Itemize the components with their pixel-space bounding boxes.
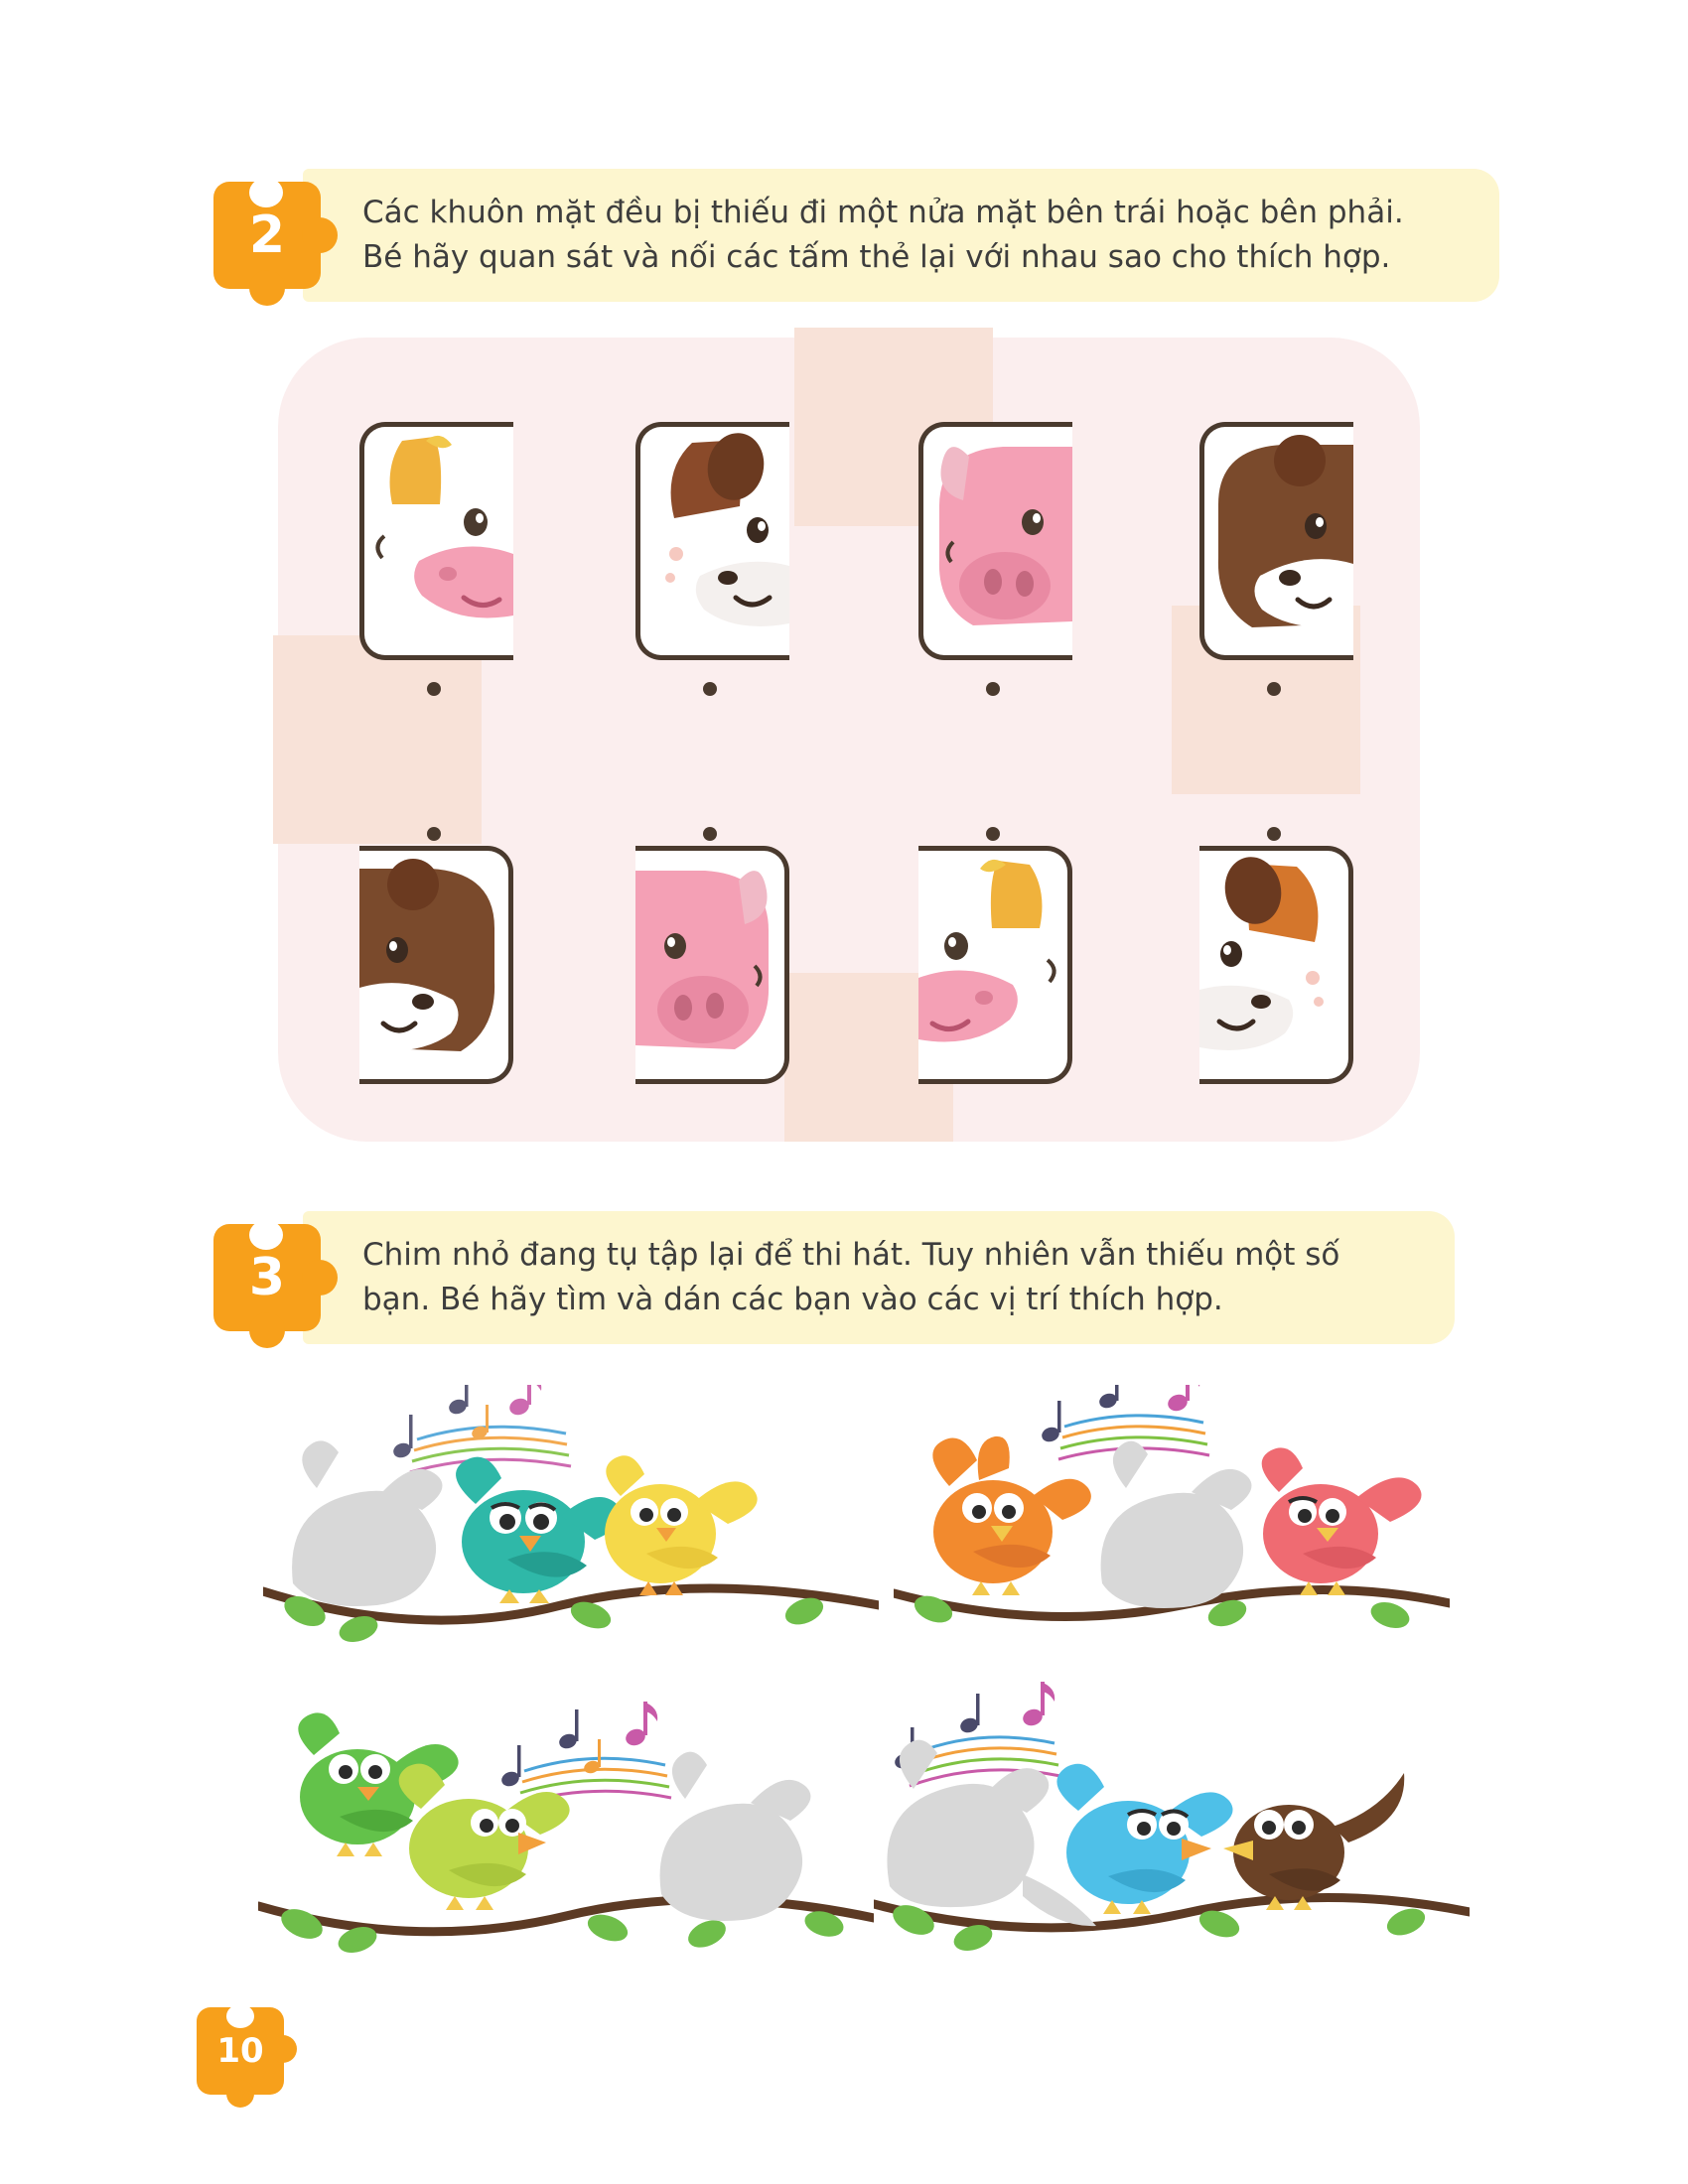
dog-face-half: [640, 427, 789, 655]
cow-face-half-left: [918, 851, 1067, 1079]
connector-dot-top-4[interactable]: [1267, 682, 1281, 696]
match-card-bottom-2[interactable]: [635, 846, 789, 1084]
cow-face-half: [364, 427, 513, 655]
match-card-top-2[interactable]: [635, 422, 789, 660]
exercise-3-line-2: bạn. Bé hãy tìm và dán các bạn vào các vị trí thích hợp.: [362, 1281, 1223, 1317]
connector-dot-bottom-4[interactable]: [1267, 827, 1281, 841]
match-card-bottom-1[interactable]: [359, 846, 513, 1084]
bird-scene-bottom-right: [874, 1648, 1470, 1956]
dog-face-half-left: [1199, 851, 1348, 1079]
exercise-2-line-2: Bé hãy quan sát và nối các tấm thẻ lại với nhau sao cho thích hợp.: [362, 238, 1391, 275]
bear-face-half: [1204, 427, 1353, 655]
exercise-2-text-panel: [303, 169, 1499, 302]
page-number: 10: [216, 2031, 264, 2071]
connector-dot-top-1[interactable]: [427, 682, 441, 696]
match-card-top-1[interactable]: [359, 422, 513, 660]
music-staff: [499, 1702, 671, 1804]
exercise-3-text-panel: [303, 1211, 1455, 1344]
exercise-2-banner: [213, 169, 1499, 302]
match-card-bottom-3[interactable]: [918, 846, 1072, 1084]
match-card-top-4[interactable]: [1199, 422, 1353, 660]
connector-dot-bottom-2[interactable]: [703, 827, 717, 841]
connector-dot-top-3[interactable]: [986, 682, 1000, 696]
star-decoration-2: [273, 635, 482, 844]
exercise-3-badge: [213, 1224, 321, 1331]
bird-scene-bottom-left: [258, 1668, 874, 1956]
connector-dot-bottom-3[interactable]: [986, 827, 1000, 841]
brown-bird: [1233, 1773, 1404, 1900]
exercise-2-line-1: Các khuôn mặt đều bị thiếu đi một nửa mặt bên trái hoặc bên phải.: [362, 195, 1404, 230]
connector-dot-top-2[interactable]: [703, 682, 717, 696]
bear-face-half-left: [359, 851, 508, 1079]
match-card-bottom-4[interactable]: [1199, 846, 1353, 1084]
exercise-3-line-1: Chim nhỏ đang tụ tập lại để thi hát. Tuy nhiên vẫn thiếu một số: [362, 1237, 1340, 1273]
exercise-2-number: 2: [248, 205, 286, 265]
pig-face-half: [923, 427, 1072, 655]
bird-scene-top-left: [263, 1385, 879, 1653]
connector-dot-bottom-1[interactable]: [427, 827, 441, 841]
bird-scene-top-right: [894, 1385, 1450, 1653]
exercise-2-badge: [213, 182, 321, 289]
leaves: [889, 1899, 1429, 1955]
pig-face-half-left: [635, 851, 784, 1079]
bird-silhouette-slot: [292, 1440, 442, 1606]
page-number-badge: [197, 2007, 284, 2095]
bird-silhouette-slot: [887, 1740, 1096, 1926]
exercise-3-banner: [213, 1211, 1455, 1344]
exercise-3-number: 3: [248, 1247, 286, 1307]
bird-silhouette-slot: [660, 1752, 811, 1921]
match-card-top-3[interactable]: [918, 422, 1072, 660]
bird-silhouette-slot: [1101, 1441, 1252, 1608]
